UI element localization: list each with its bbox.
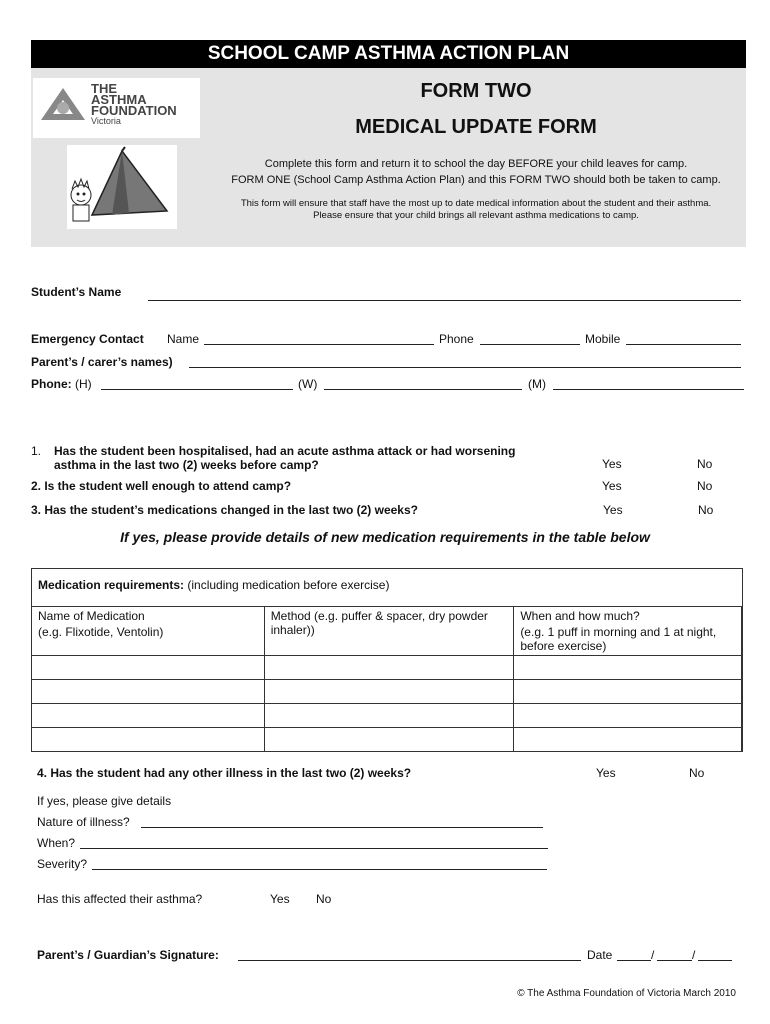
- q4-no-option[interactable]: No: [689, 766, 705, 780]
- work-phone-label: (W): [298, 377, 318, 391]
- table-row[interactable]: [32, 704, 742, 728]
- nature-of-illness-field[interactable]: [141, 827, 543, 828]
- tent-illustration: [67, 145, 177, 229]
- question-2: 2. Is the student well enough to attend camp?: [31, 479, 292, 493]
- intro-note: This form will ensure that staff have the most up to date medical information about the student and their asthma. Please ensure that your child brings all relevant asthma medications to camp.: [240, 198, 712, 221]
- form-title: SCHOOL CAMP ASTHMA ACTION PLAN: [31, 40, 746, 68]
- table-row[interactable]: [32, 680, 742, 704]
- affected-asthma-label: Has this affected their asthma?: [37, 892, 203, 906]
- q1-no-option[interactable]: No: [697, 457, 713, 471]
- date-month-field[interactable]: [657, 960, 692, 961]
- question-3: 3. Has the student’s medications changed in the last two (2) weeks?: [31, 503, 418, 517]
- nature-of-illness-label: Nature of illness?: [37, 815, 130, 829]
- student-name-field[interactable]: [148, 300, 741, 301]
- medication-table: [31, 606, 742, 752]
- contact-phone-label: Phone: [439, 332, 474, 346]
- signature-field[interactable]: [238, 960, 581, 961]
- date-separator: /: [692, 948, 696, 962]
- signature-label: Parent’s / Guardian’s Signature:: [37, 948, 219, 962]
- when-label: When?: [37, 836, 76, 850]
- mobile-phone-label: (M): [528, 377, 546, 391]
- work-phone-field[interactable]: [324, 389, 522, 390]
- form-two-heading: FORM TWO: [420, 80, 532, 102]
- table-row[interactable]: [32, 656, 742, 680]
- question-4: 4. Has the student had any other illness in the last two (2) weeks?: [37, 766, 412, 780]
- col-medication-name: Name of Medication (e.g. Flixotide, Ventolin): [32, 607, 265, 656]
- tent-icon: [67, 145, 177, 229]
- home-phone-field[interactable]: [101, 389, 293, 390]
- affected-yes-option[interactable]: Yes: [270, 892, 290, 906]
- when-field[interactable]: [80, 848, 548, 849]
- question-1: Has the student been hospitalised, had an acute asthma attack or had worsening asthma in the last two (2) weeks before camp?: [54, 444, 516, 472]
- phone-row: [31, 377, 92, 391]
- logo-text: THE ASTHMA FOUNDATION Victoria: [91, 81, 177, 126]
- contact-phone-field[interactable]: [480, 344, 580, 345]
- contact-mobile-label: Mobile: [585, 332, 621, 346]
- q4-yes-option[interactable]: Yes: [596, 766, 616, 780]
- date-separator: /: [651, 948, 655, 962]
- medication-table-note: If yes, please provide details of new medication requirements in the table below: [120, 529, 650, 545]
- col-when-how-much: When and how much? (e.g. 1 puff in morning and 1 at night, before exercise): [514, 607, 742, 656]
- contact-name-field[interactable]: [204, 344, 434, 345]
- contact-name-label: Name: [167, 332, 200, 346]
- illness-details-prompt: If yes, please give details: [37, 794, 172, 808]
- parents-names-field[interactable]: [189, 367, 741, 368]
- q3-yes-option[interactable]: Yes: [603, 503, 623, 517]
- home-phone-label: (H): [75, 377, 92, 391]
- medical-update-heading: MEDICAL UPDATE FORM: [355, 116, 597, 138]
- q2-no-option[interactable]: No: [697, 479, 713, 493]
- student-name-label: Student’s Name: [31, 285, 122, 299]
- q1-number: 1.: [31, 444, 42, 458]
- asthma-foundation-logo: [33, 78, 200, 138]
- table-row[interactable]: [32, 728, 742, 752]
- copyright-footer: © The Asthma Foundation of Victoria March 2010: [517, 988, 736, 999]
- date-label: Date: [587, 948, 613, 962]
- emergency-contact-label: Emergency Contact: [31, 332, 144, 346]
- q3-no-option[interactable]: No: [698, 503, 714, 517]
- q1-yes-option[interactable]: Yes: [602, 457, 622, 471]
- severity-field[interactable]: [92, 869, 547, 870]
- intro-instructions: Complete this form and return it to school the day BEFORE your child leaves for camp. FORM ONE (School Camp Asthma Action Plan) and this FORM TWO should both be taken to camp.: [231, 158, 721, 186]
- medication-header-row: [32, 607, 742, 656]
- date-day-field[interactable]: [617, 960, 651, 961]
- col-method: Method (e.g. puffer & spacer, dry powder inhaler)): [264, 607, 514, 656]
- mobile-phone-field[interactable]: [553, 389, 744, 390]
- severity-label: Severity?: [37, 857, 88, 871]
- phone-row-label: Phone:: [31, 377, 72, 391]
- date-year-field[interactable]: [698, 960, 732, 961]
- affected-no-option[interactable]: No: [316, 892, 332, 906]
- contact-mobile-field[interactable]: [626, 344, 741, 345]
- q2-yes-option[interactable]: Yes: [602, 479, 622, 493]
- medication-heading: Medication requirements: (including medication before exercise): [38, 578, 390, 592]
- parents-names-label: Parent’s / carer’s names): [31, 355, 173, 369]
